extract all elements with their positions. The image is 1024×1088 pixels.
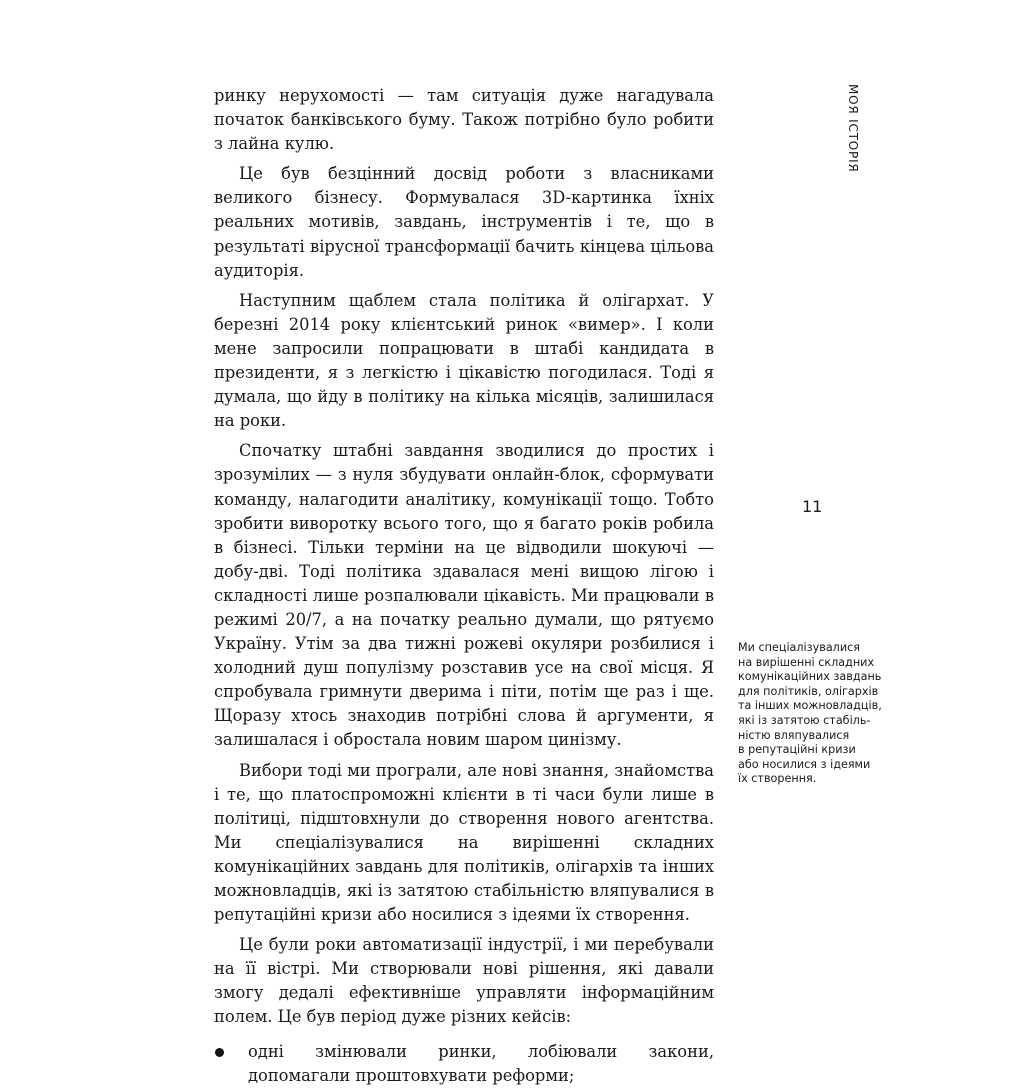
margin-note-line: для політиків, олігархів (738, 684, 879, 698)
margin-note-line: або носилися з ідеями (738, 757, 871, 771)
paragraph: Наступним щаблем стала політика й олігархат. У березні 2014 року клієнтський ринок «вимер». І коли мене запросили попрацювати в штабі кандидата в президенти, я з легкістю і цікавістю погодилася. Тоді я думала, що йду в політику на кілька місяців, залишилася на роки. (214, 290, 714, 431)
margin-note-line: які із затятою стабіль- (738, 713, 871, 727)
list-item (214, 1040, 714, 1088)
paragraph: Спочатку штабні завдання зводилися до простих і зрозумілих — з нуля збудувати онлайн-блок, сформувати команду, налагодити аналітику, комунікації тощо. Тобто зробити виворотку всього того, що я багато років робила в бізнесі. Тільки терміни на це відводили шокуючі — добу-дві. Тоді політика здавалася мені вищою лігою і складності лише розпалювали цікавість. Ми працювали в режимі 20/7, а на початку реально думали, що рятуємо Україну. Утім за два тижні рожеві окуляри розбилися і холодний душ популізму розставив усе на свої місця. Я спробувала гримнути дверима і піти, потім ще раз і ще. Щоразу хтось знаходив потрібні слова й аргументи, я залишалася і обростала новим шаром цинізму. (214, 441, 714, 750)
paragraph: ринку нерухомості — там ситуація дуже нагадувала початок банківського буму. Також потрібно було робити з лайна кулю. (214, 86, 714, 154)
list-item-text: одні змінювали ринки, лобіювали закони, допомагали проштовхувати реформи; (248, 1041, 714, 1085)
margin-note-line: їх створення. (738, 772, 817, 786)
margin-note-line: та інших можновладців, (738, 699, 882, 713)
bullet-icon (215, 1048, 224, 1057)
margin-note-line: на вирішенні складних (738, 655, 875, 669)
margin-note-line: ністю вляпувалися (738, 728, 850, 742)
margin-note-line: Ми спеціалізувалися (738, 641, 860, 654)
margin-note-line: комунікаційних завдань (738, 670, 882, 684)
page-number: 11 (802, 497, 823, 516)
bullet-list (214, 1040, 714, 1088)
body-text (214, 84, 714, 1088)
running-head: МОЯ ІСТОРІЯ (846, 84, 860, 173)
paragraph: Це були роки автоматизації індустрії, і ми перебували на її вістрі. Ми створювали нові рішення, які давали змогу дедалі ефективніше управляти інформаційним полем. Це був період дуже різних кейсів: (214, 935, 714, 1027)
paragraph: Це був безцінний досвід роботи з власниками великого бізнесу. Формувалася 3D-картинка їхніх реальних мотивів, завдань, інструментів і те, що в результаті вірусної трансформації бачить кінцева цільова аудиторія. (214, 164, 714, 280)
paragraph: Вибори тоді ми програли, але нові знання, знайомства і те, що платоспроможні клієнти в ті часи були лише в політиці, підштовхнули до створення нового агентства. Ми спеціалізувалися на вирішенні складних комунікаційних завдань для політиків, олігархів та інших можновладців, які із затятою стабільністю вляпувалися в репутаційні кризи або носилися з ідеями їх створення. (214, 760, 714, 925)
margin-note (738, 641, 888, 787)
margin-note-line: в репутаційні кризи (738, 743, 856, 757)
